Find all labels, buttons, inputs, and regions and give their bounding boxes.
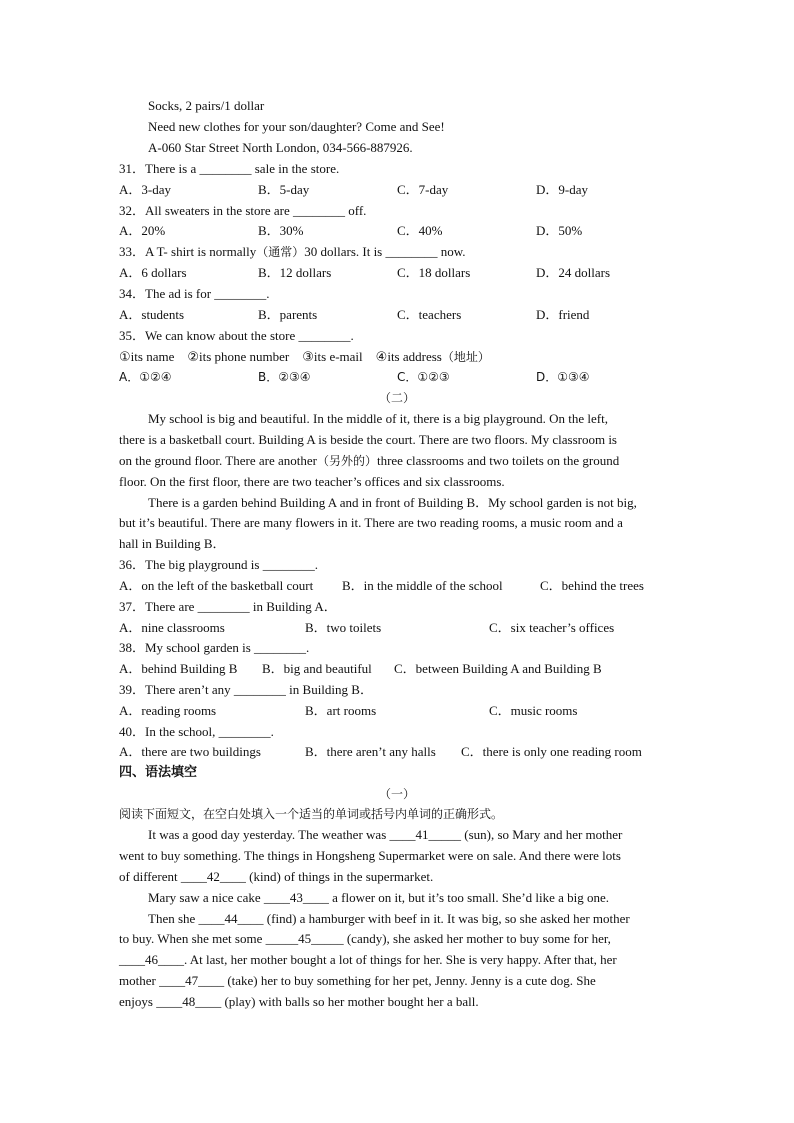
q35-opt-4-cjk: （地址） — [441, 350, 490, 364]
passage3-line-3-before: of different — [119, 869, 181, 884]
q35-option-b: B．②③④ — [258, 370, 311, 384]
q35-option-d: D．①③④ — [536, 370, 590, 384]
q39-stem: 39．There aren’t any ________ in Building B． — [119, 682, 373, 697]
passage2-line-3-before: on the ground floor. There are another — [119, 453, 317, 468]
q38-option-c: C．between Building A and Building B — [394, 661, 602, 676]
q33-stem-after: 30 dollars. It is ________ now. — [304, 244, 466, 259]
passage3-line-5 — [148, 911, 630, 927]
passage2-line-7: hall in Building B． — [119, 536, 226, 551]
passage3-line-3 — [119, 869, 433, 885]
ad-slogan: Need new clothes for your son/daughter? Come and See! — [148, 119, 445, 134]
q31-option-a: A．3-day — [119, 182, 171, 197]
passage3-line-5-after: (find) a hamburger with beef in it. It was big, so she asked her mother — [263, 911, 630, 926]
passage3-line-9-before: enjoys — [119, 994, 157, 1009]
q33-stem — [119, 244, 466, 260]
blank-45[interactable]: _____45_____ — [265, 931, 344, 946]
q31-stem: 31．There is a ________ sale in the store. — [119, 161, 340, 176]
passage3-line-3-after: (kind) of things in the supermarket. — [245, 869, 434, 884]
passage2-line-3-after: three classrooms and two toilets on the ground — [376, 453, 620, 468]
passage3-line-9-after: (play) with balls so her mother bought her a ball. — [221, 994, 479, 1009]
passage3-line-8-after: (take) her to buy something for her pet, Jenny. Jenny is a cute dog. She — [224, 973, 596, 988]
q37-option-b: B．two toilets — [305, 620, 382, 635]
q33-option-d: D．24 dollars — [536, 265, 611, 280]
blank-43[interactable]: ____43____ — [263, 890, 329, 905]
q38-option-a: A．behind Building B — [119, 661, 238, 676]
passage3-line-5-before: Then she — [148, 911, 199, 926]
passage2-line-3-cjk: （另外的） — [316, 454, 377, 468]
passage3-line-8 — [119, 973, 596, 989]
q35-mark-4: ④ — [375, 350, 388, 365]
passage2-line-1: My school is big and beautiful. In the middle of it, there is a big playground. On the left, — [148, 411, 608, 426]
part4-title: 四、语法填空 — [119, 765, 198, 780]
q37-stem: 37．There are ________ in Building A． — [119, 599, 337, 614]
q31-option-b: B．5-day — [258, 182, 310, 197]
passage3-line-1 — [148, 827, 622, 843]
q36-stem: 36．The big playground is ________. — [119, 557, 318, 572]
q38-option-b: B．big and beautiful — [262, 661, 372, 676]
q34-option-c: C．teachers — [397, 307, 462, 322]
passage3-line-7-after: . At last, her mother bought a lot of things for her. She is very happy. After that, her — [184, 952, 617, 967]
part4-subtitle: （一） — [378, 787, 415, 801]
passage3-line-6-before: to buy. When she met some — [119, 931, 266, 946]
q35-opt-4: its address — [387, 349, 442, 364]
q34-option-a: A．students — [119, 307, 185, 322]
passage2-line-3 — [119, 453, 619, 469]
q33-option-c: C．18 dollars — [397, 265, 471, 280]
q34-option-b: B．parents — [258, 307, 318, 322]
q40-stem: 40．In the school, ________. — [119, 724, 274, 739]
q32-option-b: B．30% — [258, 223, 304, 238]
blank-48[interactable]: ____48____ — [156, 994, 222, 1009]
q35-opt-3: its e-mail — [313, 349, 363, 364]
passage3-line-1-before: It was a good day yesterday. The weather was — [148, 827, 390, 842]
q31-option-d: D．9-day — [536, 182, 588, 197]
q33-option-b: B．12 dollars — [258, 265, 332, 280]
q39-option-b: B．art rooms — [305, 703, 377, 718]
blank-47[interactable]: ____47____ — [159, 973, 225, 988]
q35-option-a: A．①②④ — [119, 370, 172, 384]
q35-opt-2: its phone number — [199, 349, 290, 364]
q35-option-c: C．①②③ — [397, 370, 450, 384]
ad-address: A-060 Star Street North London, 034-566-887926. — [148, 140, 413, 155]
q35-info-list — [119, 349, 490, 366]
q35-mark-3: ③ — [302, 350, 314, 365]
q40-option-b: B．there aren’t any halls — [305, 744, 436, 759]
passage3-line-4-after: a flower on it, but it’s too small. She’d like a big one. — [328, 890, 610, 905]
passage2-line-6: but it’s beautiful. There are many flowers in it. There are two reading rooms, a music room and a — [119, 515, 623, 530]
q37-option-a: A．nine classrooms — [119, 620, 225, 635]
q36-option-a: A．on the left of the basketball court — [119, 578, 314, 593]
q35-stem: 35．We can know about the store ________. — [119, 328, 354, 343]
passage2-line-4: floor. On the first floor, there are two teacher’s offices and six classrooms. — [119, 474, 505, 489]
q32-option-a: A．20% — [119, 223, 166, 238]
passage3-line-7 — [119, 952, 617, 968]
passage2-line-2: there is a basketball court. Building A is beside the court. There are two floors. My classroom is — [119, 432, 617, 447]
passage3-line-1-after: (sun), so Mary and her mother — [461, 827, 623, 842]
q32-option-d: D．50% — [536, 223, 583, 238]
q39-option-c: C．music rooms — [489, 703, 578, 718]
ad-socks: Socks, 2 pairs/1 dollar — [148, 98, 265, 113]
q32-stem: 32．All sweaters in the store are ________ off. — [119, 203, 367, 218]
q35-mark-1: ① — [119, 350, 131, 365]
q31-option-c: C．7-day — [397, 182, 449, 197]
passage3-line-2: went to buy something. The things in Hongsheng Supermarket were on sale. And there were lots — [119, 848, 621, 863]
passage3-line-4 — [148, 890, 609, 906]
passage3-line-6 — [119, 931, 611, 947]
passage3-line-8-before: mother — [119, 973, 160, 988]
q40-option-a: A．there are two buildings — [119, 744, 261, 759]
q35-mark-2: ② — [187, 350, 199, 365]
q34-stem: 34．The ad is for ________. — [119, 286, 270, 301]
q33-stem-before: 33．A T- shirt is normally — [119, 244, 257, 259]
q33-stem-cjk: （通常） — [256, 245, 305, 259]
blank-42[interactable]: ____42____ — [180, 869, 246, 884]
q36-option-b: B．in the middle of the school — [342, 578, 503, 593]
passage3-line-4-before: Mary saw a nice cake — [148, 890, 264, 905]
q40-option-c: C．there is only one reading room — [461, 744, 642, 759]
q38-stem: 38．My school garden is ________. — [119, 640, 310, 655]
q37-option-c: C．six teacher’s offices — [489, 620, 615, 635]
part4-instruction: 阅读下面短文，在空白处填入一个适当的单词或括号内单词的正确形式。 — [119, 807, 504, 821]
q36-option-c: C．behind the trees — [540, 578, 644, 593]
blank-46[interactable]: ____46____ — [119, 952, 184, 967]
passage3-line-6-after: (candy), she asked her mother to buy some for her, — [343, 931, 611, 946]
q39-option-a: A．reading rooms — [119, 703, 217, 718]
q32-option-c: C．40% — [397, 223, 443, 238]
passage3-line-9 — [119, 994, 479, 1010]
section-2-title: （二） — [378, 391, 415, 405]
blank-44[interactable]: ____44____ — [198, 911, 264, 926]
q34-option-d: D．friend — [536, 307, 590, 322]
passage2-line-5: There is a garden behind Building A and in front of Building B．My school garden is not big, — [148, 495, 637, 510]
q35-opt-1: its name — [130, 349, 175, 364]
q33-option-a: A．6 dollars — [119, 265, 187, 280]
blank-41[interactable]: ____41_____ — [389, 827, 461, 842]
